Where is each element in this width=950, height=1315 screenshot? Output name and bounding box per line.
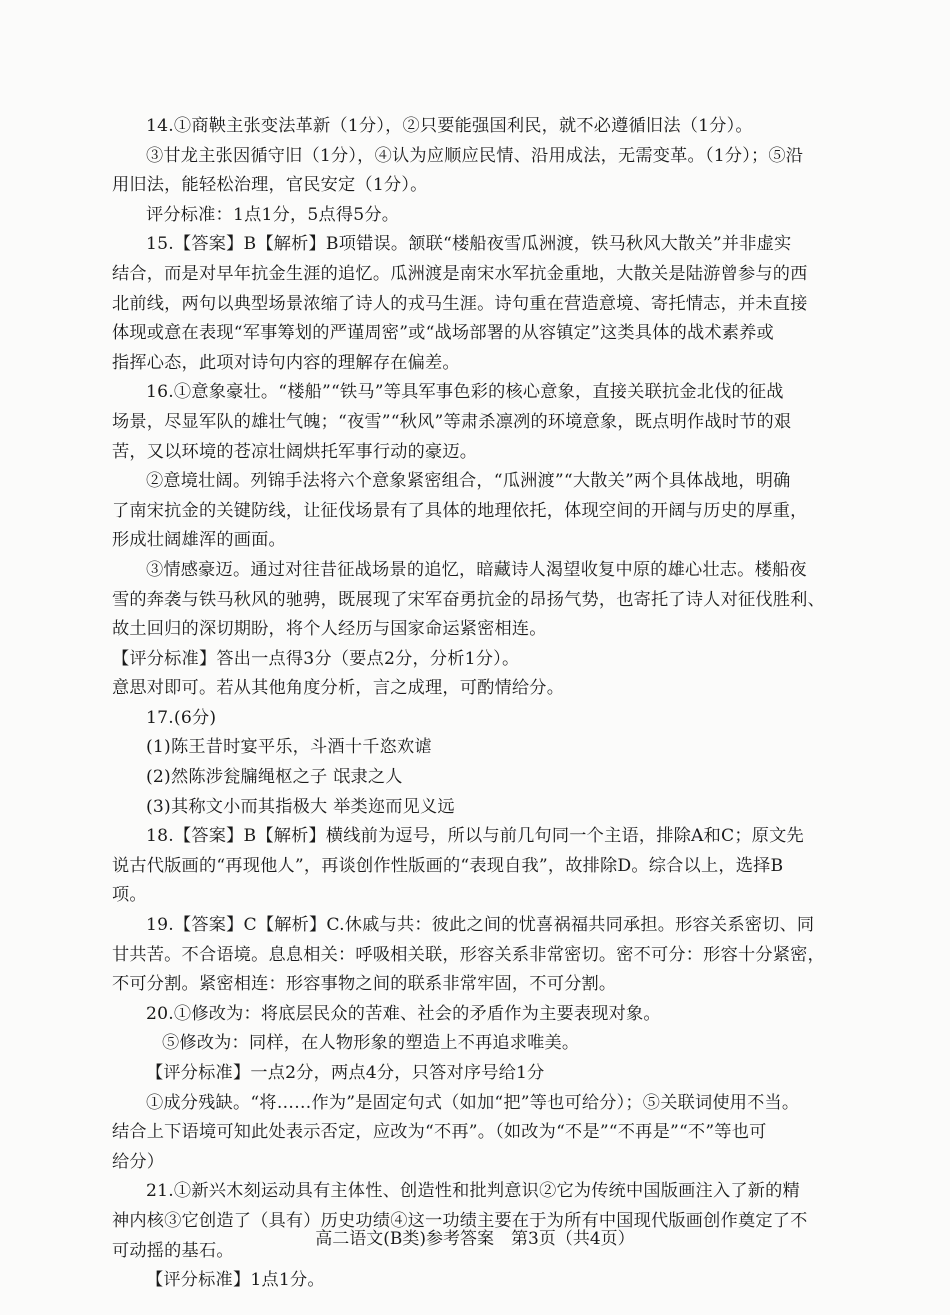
answer-text [112, 112, 840, 1296]
text-line: 了南宋抗金的关键防线，让征伐场景有了具体的地理依托，体现空间的开阔与历史的厚重， [112, 500, 808, 521]
text-line: 20.①修改为：将底层民众的苦难、社会的矛盾作为主要表现对象。 [146, 1003, 661, 1024]
text-line: 评分标准：1点1分，5点得5分。 [146, 204, 400, 225]
text-line: 形成壮阔雄浑的画面。 [112, 530, 286, 551]
text-line: 18.【答案】B【解析】横线前为逗号，所以与前几句同一个主语，排除A和C；原文先 [146, 826, 804, 847]
text-line: 甘共苦。不合语境。息息相关：呼吸相关联，形容关系非常密切。密不可分：形容十分紧密， [112, 944, 825, 965]
text-line: 17.(6分) [146, 707, 217, 728]
text-line: ②意境壮阔。列锦手法将六个意象紧密组合，“瓜洲渡”“大散关”两个具体战地，明确 [146, 471, 791, 492]
text-line: 16.①意象豪壮。“楼船”“铁马”等具军事色彩的核心意象，直接关联抗金北伐的征战 [146, 382, 784, 403]
text-line: 14.①商鞅主张变法革新（1分），②只要能强国利民，就不必遵循旧法（1分）。 [146, 116, 753, 136]
text-line: ⑤修改为：同样，在人物形象的塑造上不再追求唯美。 [162, 1033, 580, 1054]
text-line: 15.【答案】B【解析】B项错误。颔联“楼船夜雪瓜洲渡，铁马秋风大散关”并非虚实 [146, 234, 792, 255]
text-line: 体现或意在表现“军事筹划的严谨周密”或“战场部署的从容镇定”这类具体的战术素养或 [112, 323, 774, 344]
text-line: 指挥心态，此项对诗句内容的理解存在偏差。 [112, 352, 460, 373]
text-line: 苦，又以环境的苍凉壮阔烘托军事行动的豪迈。 [112, 441, 478, 462]
text-line: 场景，尽显军队的雄壮气魄；“夜雪”“秋风”等肃杀凛冽的环境意象，既点明作战时节的艰 [112, 411, 792, 432]
text-line: 19.【答案】C【解析】C.休戚与共：彼此之间的忧喜祸福共同承担。形容关系密切、同 [146, 915, 815, 936]
text-line: 【评分标准】一点2分，两点4分，只答对序号给1分 [146, 1063, 545, 1083]
text-line: 项。 [112, 885, 147, 906]
text-line: 意思对即可。若从其他角度分析，言之成理，可酌情给分。 [112, 678, 565, 699]
text-line: 21.①新兴木刻运动具有主体性、创造性和批判意识②它为传统中国版画注入了新的精 [146, 1181, 800, 1202]
text-line: 北前线，两句以典型场景浓缩了诗人的戎马生涯。诗句重在营造意境、寄托情志，并未直接 [112, 293, 808, 314]
text-line: 【评分标准】答出一点得3分（要点2分，分析1分）。 [112, 648, 520, 669]
text-line: 雪的奔袭与铁马秋风的驰骋，既展现了宋军奋勇抗金的昂扬气势，也寄托了诗人对征伐胜利、 [112, 589, 825, 610]
text-line: 结合上下语境可知此处表示否定，应改为“不再”。（如改为“不是”“不再是”“不”等也可 [112, 1122, 767, 1143]
text-line: ③甘龙主张因循守旧（1分），④认为应顺应民情、沿用成法，无需变革。（1分）；⑤沿 [146, 145, 804, 166]
text-line: 说古代版画的“再现他人”，再谈创作性版画的“表现自我”，故排除D。综合以上，选择B [112, 855, 784, 876]
text-line: 故土回归的深切期盼，将个人经历与国家命运紧密相连。 [112, 619, 547, 640]
text-line: (2)然陈涉瓮牖绳枢之子 氓隶之人 [146, 767, 403, 788]
text-line: 神内核③它创造了（具有）历史功绩④这一功绩主要在于为所有中国现代版画创作奠定了不 [112, 1210, 808, 1231]
text-line: 给分） [112, 1151, 165, 1172]
text-line: 不可分割。紧密相连：形容事物之间的联系非常牢固，不可分割。 [112, 974, 617, 995]
text-line: ③情感豪迈。通过对往昔征战场景的追忆，暗藏诗人渴望收复中原的雄心壮志。楼船夜 [146, 559, 807, 580]
text-line: 用旧法，能轻松治理，官民安定（1分）。 [112, 175, 428, 196]
text-line: 可动摇的基石。 [112, 1240, 234, 1261]
page-footer: 高二语文(B类)参考答案 第3页（共4页） [315, 1229, 635, 1249]
text-line: ①成分残缺。“将……作为”是固定句式（如加“把”等也可给分）；⑤关联词使用不当。 [146, 1092, 800, 1113]
text-line: (1)陈王昔时宴平乐，斗酒十千恣欢谑 [146, 737, 432, 758]
text-line: 结合，而是对早年抗金生涯的追忆。瓜洲渡是南宋水军抗金重地，大散关是陆游曾参与的西 [112, 263, 808, 284]
text-line: (3)其称文小而其指极大 举类迩而见义远 [146, 796, 455, 817]
text-line: 【评分标准】1点1分。 [146, 1270, 325, 1291]
